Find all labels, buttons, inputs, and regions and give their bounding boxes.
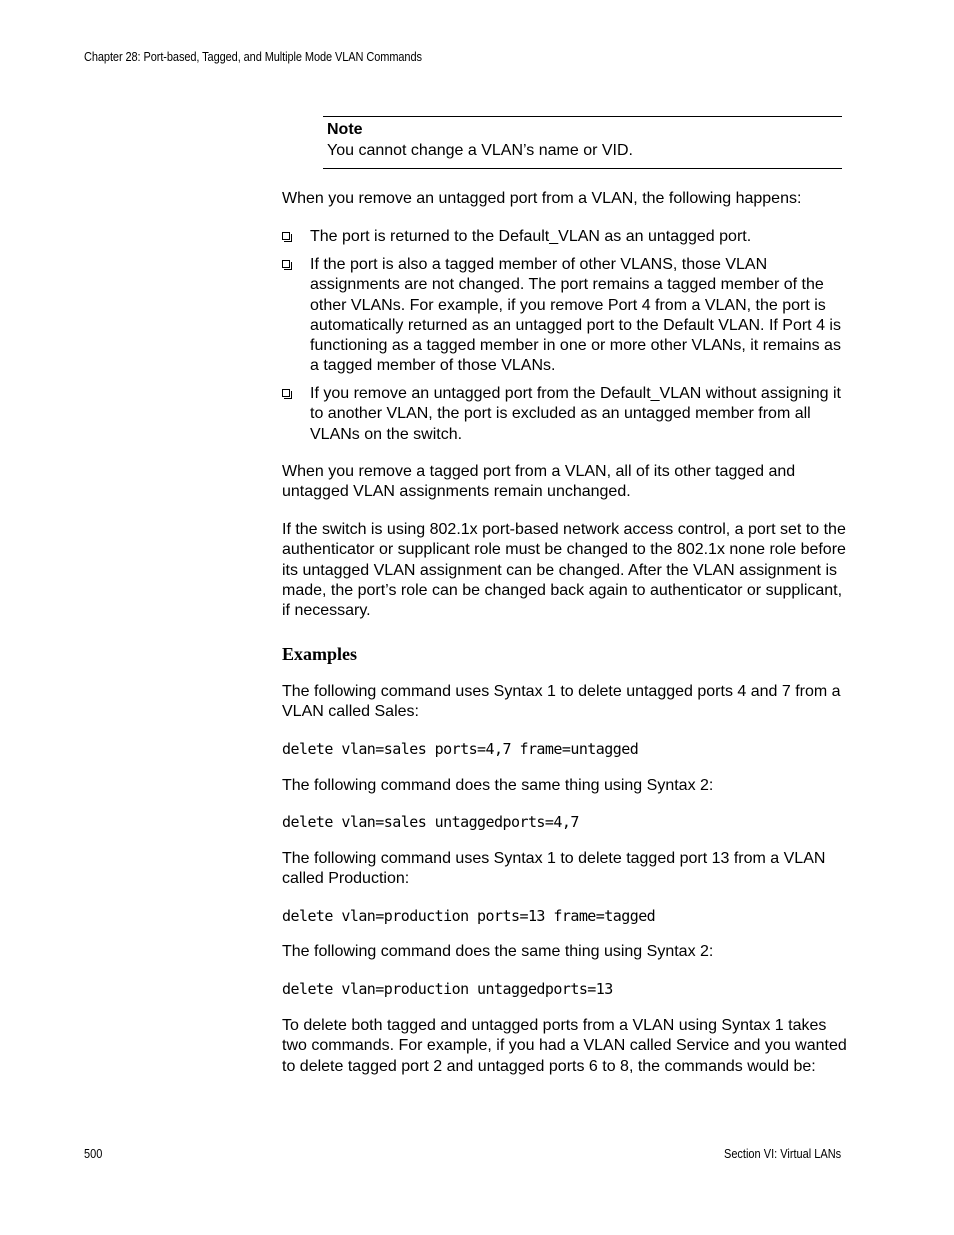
example-3-text: The following command uses Syntax 1 to delete tagged port 13 from a VLAN called Production:: [282, 850, 826, 888]
example-3-code: delete vlan=production ports=13 frame=tagged: [282, 907, 656, 925]
example-4-text: The following command does the same thing using Syntax 2:: [282, 943, 714, 960]
note-text: You cannot change a VLAN’s name or VID.: [327, 142, 633, 159]
checkbox-bullet-icon: [282, 260, 290, 268]
example-4-code: delete vlan=production untaggedports=13: [282, 980, 613, 998]
checkbox-bullet-icon: [282, 389, 290, 397]
page-number: 500: [84, 1147, 103, 1161]
running-header: Chapter 28: Port-based, Tagged, and Multiple Mode VLAN Commands: [84, 50, 422, 64]
example-2-text: The following command does the same thing using Syntax 2:: [282, 777, 714, 794]
dot1x-paragraph: If the switch is using 802.1x port-based network access control, a port set to the authenticator or supplicant role must be changed to the 802.1x none role before its untagged VLAN assignment can be changed. After the VLAN assignment is made, the port’s role can be changed back again to authenticator or supplicant, if necessary.: [282, 521, 846, 620]
example-2-code: delete vlan=sales untaggedports=4,7: [282, 813, 579, 831]
example-1-code: delete vlan=sales ports=4,7 frame=untagged: [282, 740, 639, 758]
intro-paragraph: When you remove an untagged port from a VLAN, the following happens:: [282, 190, 802, 207]
running-footer-section: Section VI: Virtual LANs: [723, 1147, 841, 1161]
closing-paragraph: To delete both tagged and untagged ports from a VLAN using Syntax 1 takes two commands. For example, if you had a VLAN called Service and you wanted to delete tagged port 2 and untagged ports 6 to 8, the commands would be:: [282, 1017, 847, 1075]
note-label: Note: [327, 121, 363, 138]
checkbox-bullet-icon: [282, 232, 290, 240]
example-1-text: The following command uses Syntax 1 to delete untagged ports 4 and 7 from a VLAN called Sales:: [282, 683, 841, 721]
tagged-removal-paragraph: When you remove a tagged port from a VLAN, all of its other tagged and untagged VLAN assignments remain unchanged.: [282, 463, 796, 501]
examples-heading: Examples: [282, 644, 358, 664]
bullet-text: If you remove an untagged port from the Default_VLAN without assigning it to another VLAN, the port is excluded as an untagged member from all VLANs on the switch.: [310, 385, 841, 443]
note-box: [323, 116, 842, 169]
bullet-text: If the port is also a tagged member of other VLANS, those VLAN assignments are not changed. The port remains a tagged member of the other VLANs. For example, if you remove Port 4 from a VLAN, the port is automatically returned as an untagged port to the Default VLAN. If Port 4 is functioning as a tagged member in one or more other VLANs, it remains as a tagged member of those VLANs.: [310, 256, 841, 375]
bullet-text: The port is returned to the Default_VLAN as an untagged port.: [310, 228, 752, 245]
